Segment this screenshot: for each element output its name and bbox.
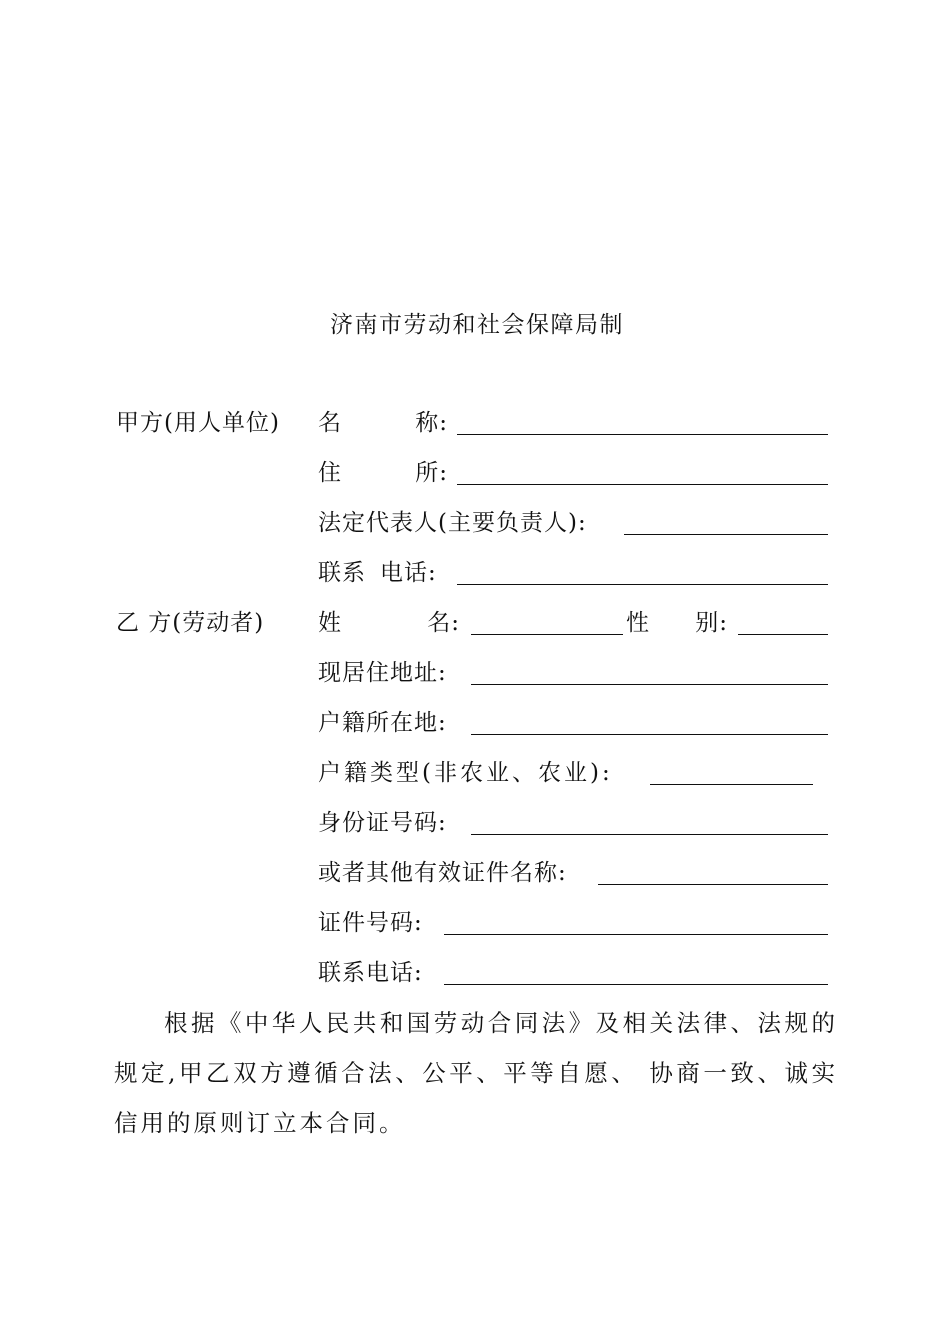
party-b-other-id-name-blank[interactable] (598, 884, 828, 885)
party-b-household-type-label: 户籍类型(非农业、农业): (318, 760, 613, 786)
party-b-gender-blank[interactable] (738, 634, 828, 635)
party-b-id-number-blank[interactable] (471, 834, 828, 835)
party-a-name-blank[interactable] (457, 434, 828, 435)
party-a-legal-rep-label: 法定代表人(主要负责人): (318, 510, 587, 536)
party-a-address-label-right: 所: (415, 460, 448, 486)
party-a-name-label-left: 名 (318, 410, 342, 436)
party-b-doc-number-blank[interactable] (444, 934, 828, 935)
party-b-phone-label: 联系电话: (318, 960, 423, 986)
issuer-title: 济南市劳动和社会保障局制 (330, 312, 624, 338)
party-a-address-blank[interactable] (457, 484, 828, 485)
party-b-household-location-label: 户籍所在地: (318, 710, 447, 736)
party-b-other-id-name-label: 或者其他有效证件名称: (318, 860, 567, 886)
party-a-phone-label-left: 联系 (318, 560, 366, 586)
party-a-label: 甲方(用人单位) (116, 410, 280, 436)
party-a-address-label (318, 458, 448, 488)
party-a-legal-rep-blank[interactable] (624, 534, 828, 535)
party-b-doc-number-label: 证件号码: (318, 910, 423, 936)
party-b-name-label-right: 名: (427, 610, 460, 636)
party-b-id-number-label: 身份证号码: (318, 810, 447, 836)
party-b-gender-label (626, 608, 728, 638)
party-b-household-type-blank[interactable] (650, 784, 813, 785)
party-a-phone-label (318, 558, 437, 588)
party-b-gender-label-right: 别: (695, 610, 728, 636)
party-a-address-label-left: 住 (318, 460, 342, 486)
party-a-phone-blank[interactable] (457, 584, 828, 585)
preamble-text: 根据《中华人民共和国劳动合同法》及相关法律、法规的规定,甲乙双方遵循合法、公平、平等自愿、 协商一致、诚实信用的原则订立本合同。 (114, 1009, 838, 1137)
contract-preamble (114, 998, 838, 1148)
party-b-name-blank[interactable] (471, 634, 623, 635)
party-b-name-label-left: 姓 (318, 610, 342, 636)
party-b-name-label (318, 608, 460, 638)
party-b-gender-label-left: 性 (626, 610, 650, 636)
party-a-name-label-right: 称: (415, 410, 448, 436)
party-b-household-location-blank[interactable] (471, 734, 828, 735)
party-b-label: 乙 方(劳动者) (116, 610, 265, 636)
party-b-residence-label: 现居住地址: (318, 660, 447, 686)
party-a-name-label (318, 408, 448, 438)
party-b-residence-blank[interactable] (471, 684, 828, 685)
party-b-phone-blank[interactable] (444, 984, 828, 985)
party-a-phone-label-right: 电话: (380, 560, 437, 586)
